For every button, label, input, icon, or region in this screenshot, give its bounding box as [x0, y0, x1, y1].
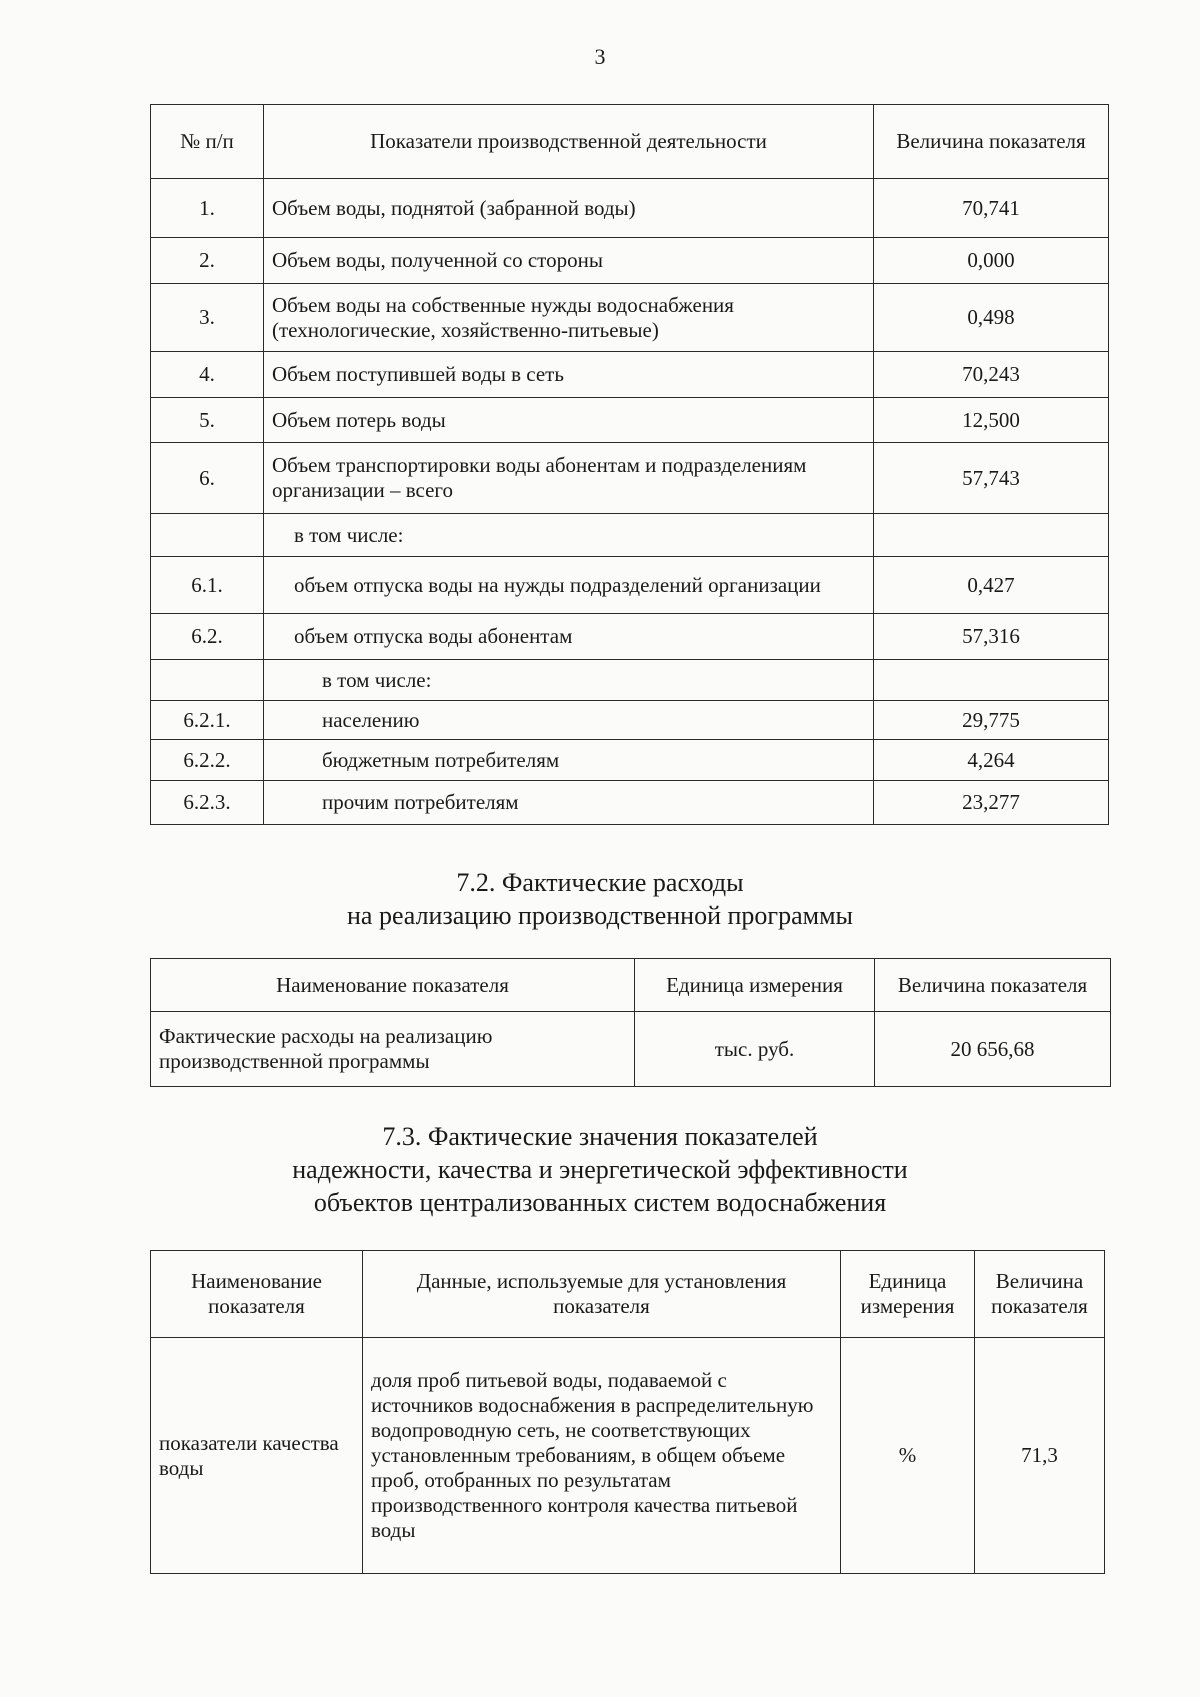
header-value: Величина показателя: [975, 1251, 1105, 1338]
table-row: в том числе:: [151, 660, 1109, 701]
header-unit: Единица измерения: [635, 959, 875, 1012]
header-data: Данные, используемые для установления показателя: [363, 1251, 841, 1338]
production-indicators-table: [150, 104, 1109, 825]
header-name: Наименование показателя: [151, 1251, 363, 1338]
table-row: 3. Объем воды на собственные нужды водоснабжения (технологические, хозяйственно-питьевые) 0,498: [151, 284, 1109, 352]
table-row: 4. Объем поступившей воды в сеть 70,243: [151, 352, 1109, 398]
header-value: Величина показателя: [875, 959, 1111, 1012]
table-row: 6. Объем транспортировки воды абонентам и подразделениям организации – всего 57,743: [151, 443, 1109, 514]
table-row: 6.2.2. бюджетным потребителям 4,264: [151, 740, 1109, 781]
section-7-2-title: 7.2. Фактические расходы на реализацию производственной программы: [346, 868, 853, 930]
header-unit: Единица измерения: [841, 1251, 975, 1338]
table-row: 1. Объем воды, поднятой (забранной воды) 70,741: [151, 179, 1109, 238]
table-row: 6.2.3. прочим потребителям 23,277: [151, 781, 1109, 825]
table-row: 6.2. объем отпуска воды абонентам 57,316: [151, 614, 1109, 660]
table-row: 6.2.1. населению 29,775: [151, 701, 1109, 740]
header-num: № п/п: [151, 105, 264, 179]
table-row: 5. Объем потерь воды 12,500: [151, 398, 1109, 443]
page-number: 3: [594, 44, 606, 69]
section-7-3-title: 7.3. Фактические значения показателей надежности, качества и энергетической эффективности объектов централизованных систем водоснабжения: [292, 1122, 908, 1217]
table-row: показатели качества воды доля проб питьевой воды, подаваемой с источников водоснабжения в распределительную водопроводную сеть, не соответствующих установленным требованиям, в общем объеме проб, отобранных по результатам производственного контроля качества питьевой воды % 71,3: [151, 1338, 1105, 1574]
table-row: Фактические расходы на реализацию производственной программы тыс. руб. 20 656,68: [151, 1012, 1111, 1087]
header-indicator: Показатели производственной деятельности: [264, 105, 874, 179]
table-row: 2. Объем воды, полученной со стороны 0,000: [151, 238, 1109, 284]
table-row: 6.1. объем отпуска воды на нужды подразделений организации 0,427: [151, 557, 1109, 614]
reliability-quality-table: [150, 1250, 1105, 1574]
actual-expenses-table: [150, 958, 1111, 1087]
header-name: Наименование показателя: [151, 959, 635, 1012]
table-row: в том числе:: [151, 514, 1109, 557]
header-value: Величина показателя: [874, 105, 1109, 179]
